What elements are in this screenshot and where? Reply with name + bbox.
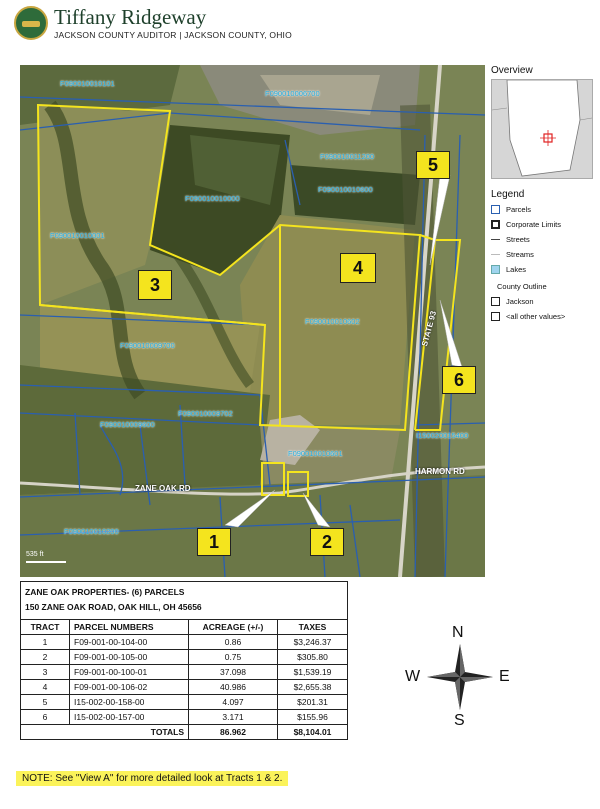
county-seal-logo (14, 6, 48, 40)
streets-line-icon (491, 239, 500, 240)
cell-parcel: F09-001-00-104-00 (70, 635, 189, 650)
parcel-label[interactable]: F090010010001 (50, 231, 105, 240)
map-layer (20, 65, 485, 577)
parcel-label[interactable]: F090010009702 (178, 409, 233, 418)
legend-item-corporate-limits (491, 219, 596, 230)
parcels-box-icon (491, 205, 500, 214)
legend-item-streets (491, 234, 596, 245)
parcel-label[interactable]: F090010010600 (318, 185, 373, 194)
lakes-box-icon (491, 265, 500, 274)
col-header-taxes: TAXES (278, 620, 348, 635)
tract-marker-4[interactable]: 4 (340, 253, 376, 283)
cell-taxes: $2,655.38 (278, 680, 348, 695)
cell-tract: 3 (21, 665, 70, 680)
legend-item-lakes (491, 264, 596, 275)
scale-bar-label: 535 ft (26, 551, 44, 558)
cell-acreage: 4.097 (189, 695, 278, 710)
table-row (21, 665, 348, 680)
cell-tract: 6 (21, 710, 70, 725)
cell-taxes: $305.80 (278, 650, 348, 665)
col-header-parcel: PARCEL NUMBERS (70, 620, 189, 635)
legend-label: Parcels (506, 205, 532, 214)
table-caption-title: ZANE OAK PROPERTIES- (6) PARCELS (25, 587, 185, 597)
table-row (21, 710, 348, 725)
cell-taxes: $155.96 (278, 710, 348, 725)
road-label-zane-oak: ZANE OAK RD (135, 484, 191, 493)
totals-label: TOTALS (70, 725, 189, 740)
col-header-acreage: ACREAGE (+/-) (189, 620, 278, 635)
overview-shape (492, 80, 592, 178)
legend-label: Lakes (506, 265, 527, 274)
road-label-state: STATE 93 (420, 310, 439, 348)
header (0, 0, 600, 58)
cell-parcel: F09-001-00-106-02 (70, 680, 189, 695)
tract-marker-6[interactable]: 6 (442, 366, 476, 394)
parcel-label[interactable]: F090010009700 (120, 341, 175, 350)
parcel-label[interactable]: F090010010200 (64, 527, 119, 536)
corporate-limits-icon (491, 220, 500, 229)
parcel-label[interactable]: F090010010101 (60, 79, 115, 88)
cell-acreage: 37.098 (189, 665, 278, 680)
legend-title: Legend (491, 189, 525, 200)
cell-tract: 2 (21, 650, 70, 665)
tract-marker-2[interactable]: 2 (310, 528, 344, 556)
legend-label: Streets (506, 235, 530, 244)
parcel-label[interactable]: F090010010000 (185, 194, 240, 203)
jackson-outline-icon (491, 297, 500, 306)
cell-taxes: $3,246.37 (278, 635, 348, 650)
aerial-map[interactable] (20, 65, 485, 577)
legend-item-jackson (491, 296, 596, 307)
compass-west: W (405, 668, 421, 685)
parcel-table (20, 619, 348, 740)
compass-south: S (454, 712, 465, 729)
legend-label: Corporate Limits (506, 220, 562, 229)
cell-acreage: 0.75 (189, 650, 278, 665)
parcel-label[interactable]: I150020015400 (416, 431, 469, 440)
cell-parcel: I15-002-00-157-00 (70, 710, 189, 725)
cell-tract: 1 (21, 635, 70, 650)
cell-tract: 5 (21, 695, 70, 710)
cell-acreage: 40.986 (189, 680, 278, 695)
auditor-name: Tiffany Ridgeway (54, 5, 207, 29)
table-totals-row (21, 725, 348, 740)
other-values-outline-icon (491, 312, 500, 321)
table-row (21, 695, 348, 710)
cell-parcel: I15-002-00-158-00 (70, 695, 189, 710)
note-highlight: NOTE: See "View A" for more detailed look at Tracts 1 & 2. (16, 771, 288, 786)
table-caption (20, 581, 348, 619)
cell-blank (21, 725, 70, 740)
county-outline-title (491, 281, 596, 292)
overview-map[interactable] (491, 79, 593, 179)
totals-acreage: 86.962 (189, 725, 278, 740)
map-sidebar (491, 65, 596, 322)
tract-marker-1[interactable]: 1 (197, 528, 231, 556)
table-row (21, 680, 348, 695)
table-header-row (21, 620, 348, 635)
totals-taxes: $8,104.01 (278, 725, 348, 740)
cell-taxes: $1,539.19 (278, 665, 348, 680)
cell-taxes: $201.31 (278, 695, 348, 710)
parcel-label[interactable]: F090010010601 (288, 449, 343, 458)
streams-line-icon (491, 254, 500, 255)
parcel-label[interactable]: F090010010602 (305, 317, 360, 326)
road-label-harmon: HARMON RD (415, 467, 465, 476)
tract-marker-3[interactable]: 3 (138, 270, 172, 300)
cell-acreage: 0.86 (189, 635, 278, 650)
cell-acreage: 3.171 (189, 710, 278, 725)
legend-label: <all other values> (506, 312, 566, 321)
parcel-label[interactable]: F090010009600 (100, 420, 155, 429)
tract-marker-5[interactable]: 5 (416, 151, 450, 179)
cell-parcel: F09-001-00-100-01 (70, 665, 189, 680)
legend-label: Streams (506, 250, 534, 259)
legend-item-other (491, 311, 596, 322)
table-row (21, 650, 348, 665)
table-caption-address: 150 ZANE OAK ROAD, OAK HILL, OH 45656 (25, 602, 202, 612)
compass-north: N (452, 624, 464, 641)
col-header-tract: TRACT (21, 620, 70, 635)
cell-parcel: F09-001-00-105-00 (70, 650, 189, 665)
legend-subtitle: County Outline (497, 282, 547, 291)
header-subtitle: JACKSON COUNTY AUDITOR | JACKSON COUNTY, OHIO (54, 30, 292, 40)
legend-item-streams (491, 249, 596, 260)
parcel-label[interactable]: F090010011200 (320, 152, 375, 161)
parcel-label[interactable]: F090010006700 (265, 89, 320, 98)
compass-east: E (499, 668, 510, 685)
legend-label: Jackson (506, 297, 534, 306)
cell-tract: 4 (21, 680, 70, 695)
compass-rose (405, 622, 515, 732)
table-row (21, 635, 348, 650)
overview-title: Overview (491, 65, 533, 76)
legend-item-parcels (491, 204, 596, 215)
